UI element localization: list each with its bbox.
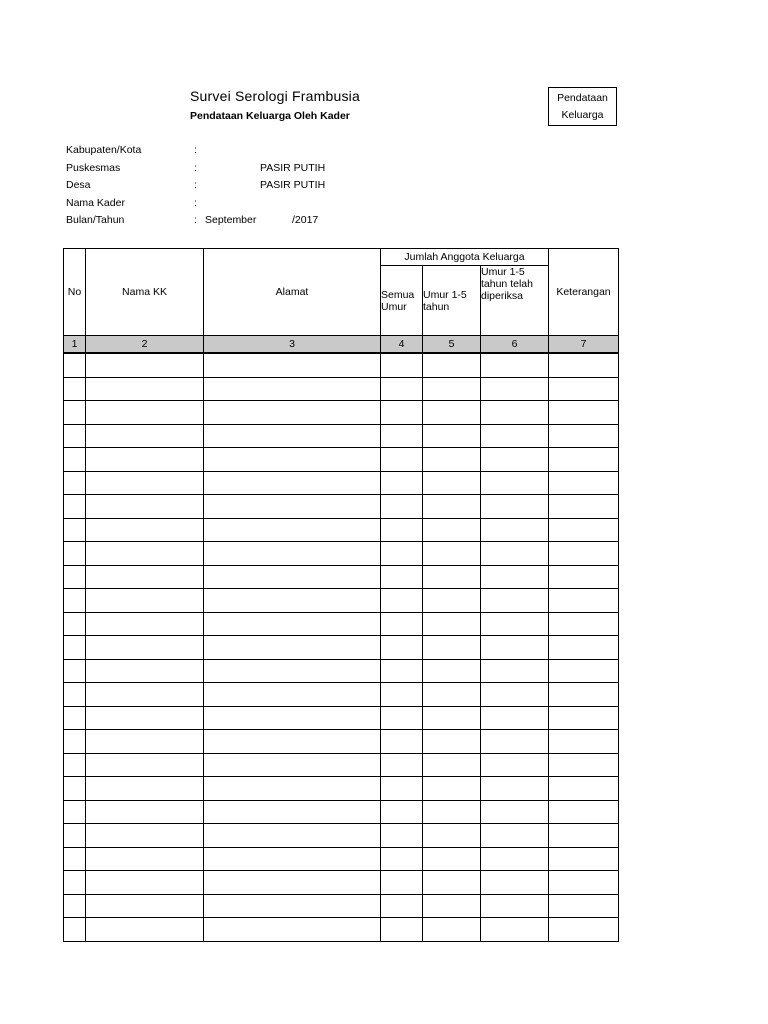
table-cell bbox=[481, 894, 549, 918]
table-cell bbox=[423, 871, 481, 895]
table-cell bbox=[64, 471, 86, 495]
table-cell bbox=[481, 589, 549, 613]
table-cell bbox=[423, 659, 481, 683]
table-cell bbox=[64, 730, 86, 754]
table-cell bbox=[423, 894, 481, 918]
table-cell bbox=[204, 471, 381, 495]
table-cell bbox=[64, 753, 86, 777]
table-cell bbox=[381, 353, 423, 377]
table-cell bbox=[64, 377, 86, 401]
table-cell bbox=[204, 730, 381, 754]
table-cell bbox=[86, 824, 204, 848]
table-row bbox=[64, 518, 619, 542]
table-cell bbox=[423, 683, 481, 707]
table-row bbox=[64, 471, 619, 495]
table-cell bbox=[549, 847, 619, 871]
table-cell bbox=[204, 401, 381, 425]
column-number: 2 bbox=[86, 336, 204, 354]
table-row bbox=[64, 565, 619, 589]
table-cell bbox=[549, 659, 619, 683]
column-number: 3 bbox=[204, 336, 381, 354]
table-cell bbox=[64, 824, 86, 848]
table-cell bbox=[86, 847, 204, 871]
table-cell bbox=[64, 448, 86, 472]
table-cell bbox=[64, 636, 86, 660]
table-cell bbox=[423, 589, 481, 613]
table-cell bbox=[549, 612, 619, 636]
table-cell bbox=[86, 777, 204, 801]
table-cell bbox=[204, 659, 381, 683]
table-cell bbox=[423, 636, 481, 660]
table-cell bbox=[481, 495, 549, 519]
column-number: 4 bbox=[381, 336, 423, 354]
field-value-month: September bbox=[205, 214, 257, 226]
table-cell bbox=[204, 612, 381, 636]
column-number: 6 bbox=[481, 336, 549, 354]
table-cell bbox=[481, 800, 549, 824]
field-value-year: /2017 bbox=[292, 214, 319, 226]
table-cell bbox=[481, 847, 549, 871]
table-cell bbox=[204, 495, 381, 519]
table-row bbox=[64, 636, 619, 660]
field-colon: : bbox=[194, 197, 197, 209]
table-cell bbox=[549, 730, 619, 754]
form-type-line2: Keluarga bbox=[561, 108, 604, 121]
table-cell bbox=[381, 636, 423, 660]
table-cell bbox=[481, 353, 549, 377]
table-cell bbox=[204, 448, 381, 472]
table-cell bbox=[86, 871, 204, 895]
table-cell bbox=[423, 518, 481, 542]
table-cell bbox=[204, 847, 381, 871]
column-number-row bbox=[64, 336, 619, 354]
table-row bbox=[64, 777, 619, 801]
table-cell bbox=[481, 824, 549, 848]
form-title: Survei Serologi Frambusia bbox=[190, 88, 360, 104]
table-cell bbox=[423, 612, 481, 636]
table-cell bbox=[381, 824, 423, 848]
table-cell bbox=[204, 424, 381, 448]
table-cell bbox=[549, 401, 619, 425]
table-cell bbox=[549, 871, 619, 895]
table-cell bbox=[481, 424, 549, 448]
field-colon: : bbox=[194, 214, 197, 226]
table-cell bbox=[86, 753, 204, 777]
field-value: PASIR PUTIH bbox=[260, 162, 326, 174]
table-cell bbox=[64, 706, 86, 730]
table-cell bbox=[549, 448, 619, 472]
table-cell bbox=[549, 589, 619, 613]
table-cell bbox=[204, 706, 381, 730]
table-cell bbox=[423, 730, 481, 754]
column-number: 1 bbox=[64, 336, 86, 354]
table-cell bbox=[549, 353, 619, 377]
table-cell bbox=[549, 706, 619, 730]
table-cell bbox=[204, 894, 381, 918]
table-row bbox=[64, 424, 619, 448]
table-cell bbox=[86, 377, 204, 401]
table-cell bbox=[549, 894, 619, 918]
column-number: 7 bbox=[549, 336, 619, 354]
col-header-nama-kk: Nama KK bbox=[86, 249, 204, 336]
table-cell bbox=[381, 612, 423, 636]
table-row bbox=[64, 871, 619, 895]
table-cell bbox=[86, 448, 204, 472]
table-cell bbox=[86, 730, 204, 754]
form-type-line1: Pendataan bbox=[557, 91, 608, 104]
table-cell bbox=[204, 565, 381, 589]
table-cell bbox=[381, 659, 423, 683]
table-cell bbox=[204, 683, 381, 707]
table-cell bbox=[481, 659, 549, 683]
table-cell bbox=[423, 706, 481, 730]
col-header-diperiksa: Umur 1-5 tahun telah diperiksa bbox=[481, 266, 549, 336]
table-cell bbox=[204, 518, 381, 542]
col-header-keterangan: Keterangan bbox=[549, 249, 619, 336]
table-cell bbox=[423, 918, 481, 942]
table-row bbox=[64, 824, 619, 848]
table-cell bbox=[86, 495, 204, 519]
table-cell bbox=[481, 683, 549, 707]
table-cell bbox=[64, 800, 86, 824]
table-cell bbox=[64, 401, 86, 425]
table-cell bbox=[86, 542, 204, 566]
field-colon: : bbox=[194, 162, 197, 174]
form-subtitle: Pendataan Keluarga Oleh Kader bbox=[190, 110, 350, 122]
table-row bbox=[64, 589, 619, 613]
col-header-alamat: Alamat bbox=[204, 249, 381, 336]
table-cell bbox=[549, 518, 619, 542]
col-header-no: No bbox=[64, 249, 86, 336]
table-cell bbox=[549, 918, 619, 942]
table-cell bbox=[64, 542, 86, 566]
table-cell bbox=[423, 542, 481, 566]
table-row bbox=[64, 894, 619, 918]
table-cell bbox=[423, 448, 481, 472]
table-cell bbox=[86, 424, 204, 448]
table-cell bbox=[64, 565, 86, 589]
table-cell bbox=[423, 353, 481, 377]
table-cell bbox=[64, 659, 86, 683]
table-cell bbox=[86, 471, 204, 495]
table-row bbox=[64, 847, 619, 871]
table-cell bbox=[423, 800, 481, 824]
table-cell bbox=[481, 542, 549, 566]
table-cell bbox=[481, 377, 549, 401]
table-cell bbox=[204, 542, 381, 566]
table-cell bbox=[381, 471, 423, 495]
table-cell bbox=[481, 471, 549, 495]
table-row bbox=[64, 401, 619, 425]
table-cell bbox=[381, 730, 423, 754]
table-cell bbox=[64, 589, 86, 613]
table-cell bbox=[381, 518, 423, 542]
table-row bbox=[64, 800, 619, 824]
table-row bbox=[64, 753, 619, 777]
table-cell bbox=[549, 824, 619, 848]
table-cell bbox=[481, 636, 549, 660]
table-cell bbox=[481, 918, 549, 942]
table-cell bbox=[204, 918, 381, 942]
table-cell bbox=[86, 401, 204, 425]
table-cell bbox=[549, 800, 619, 824]
table-cell bbox=[204, 377, 381, 401]
table-cell bbox=[64, 894, 86, 918]
table-cell bbox=[381, 894, 423, 918]
table-cell bbox=[423, 565, 481, 589]
table-cell bbox=[204, 353, 381, 377]
table-cell bbox=[86, 518, 204, 542]
col-header-umur-1-5: Umur 1-5 tahun bbox=[423, 266, 481, 336]
table-cell bbox=[549, 683, 619, 707]
table-row bbox=[64, 730, 619, 754]
col-header-semua-umur: Semua Umur bbox=[381, 266, 423, 336]
table-cell bbox=[86, 589, 204, 613]
table-cell bbox=[549, 753, 619, 777]
table-cell bbox=[86, 565, 204, 589]
table-cell bbox=[423, 471, 481, 495]
table-cell bbox=[481, 518, 549, 542]
table-row bbox=[64, 659, 619, 683]
table-cell bbox=[423, 824, 481, 848]
table-cell bbox=[204, 777, 381, 801]
table-cell bbox=[64, 353, 86, 377]
table-cell bbox=[423, 424, 481, 448]
table-cell bbox=[204, 824, 381, 848]
table-cell bbox=[481, 448, 549, 472]
table-body bbox=[64, 353, 619, 941]
table-row bbox=[64, 706, 619, 730]
table-cell bbox=[381, 589, 423, 613]
table-cell bbox=[481, 777, 549, 801]
table-row bbox=[64, 353, 619, 377]
field-label: Bulan/Tahun bbox=[66, 214, 125, 226]
table-cell bbox=[86, 706, 204, 730]
family-table bbox=[63, 248, 619, 942]
table-cell bbox=[64, 612, 86, 636]
table-row bbox=[64, 612, 619, 636]
table-row bbox=[64, 918, 619, 942]
field-label: Desa bbox=[66, 179, 91, 191]
field-colon: : bbox=[194, 144, 197, 156]
table-cell bbox=[64, 495, 86, 519]
table-cell bbox=[86, 659, 204, 683]
table-cell bbox=[549, 471, 619, 495]
table-cell bbox=[549, 424, 619, 448]
table-cell bbox=[481, 706, 549, 730]
col-group-header: Jumlah Anggota Keluarga bbox=[381, 249, 549, 266]
field-value: PASIR PUTIH bbox=[260, 179, 326, 191]
table-cell bbox=[549, 565, 619, 589]
table-cell bbox=[86, 918, 204, 942]
table-cell bbox=[86, 683, 204, 707]
table-cell bbox=[204, 871, 381, 895]
table-cell bbox=[481, 753, 549, 777]
field-label: Kabupaten/Kota bbox=[66, 144, 142, 156]
field-label: Puskesmas bbox=[66, 162, 121, 174]
table-cell bbox=[381, 918, 423, 942]
table-cell bbox=[381, 753, 423, 777]
table-cell bbox=[481, 565, 549, 589]
table-cell bbox=[381, 871, 423, 895]
table-cell bbox=[204, 753, 381, 777]
table-row bbox=[64, 683, 619, 707]
table-cell bbox=[64, 871, 86, 895]
table-cell bbox=[549, 542, 619, 566]
table-cell bbox=[481, 612, 549, 636]
table-row bbox=[64, 377, 619, 401]
table-cell bbox=[549, 777, 619, 801]
table-cell bbox=[381, 847, 423, 871]
table-cell bbox=[381, 424, 423, 448]
table-cell bbox=[423, 753, 481, 777]
table-cell bbox=[204, 800, 381, 824]
table-cell bbox=[381, 448, 423, 472]
table-cell bbox=[86, 353, 204, 377]
column-number: 5 bbox=[423, 336, 481, 354]
table-cell bbox=[549, 495, 619, 519]
table-cell bbox=[423, 401, 481, 425]
table-cell bbox=[381, 683, 423, 707]
table-cell bbox=[86, 894, 204, 918]
table-cell bbox=[481, 871, 549, 895]
table-cell bbox=[86, 636, 204, 660]
table-cell bbox=[86, 800, 204, 824]
table-cell bbox=[381, 565, 423, 589]
table-cell bbox=[381, 777, 423, 801]
table-cell bbox=[64, 683, 86, 707]
table-cell bbox=[549, 377, 619, 401]
table-cell bbox=[64, 918, 86, 942]
field-colon: : bbox=[194, 179, 197, 191]
field-label: Nama Kader bbox=[66, 197, 125, 209]
table-cell bbox=[549, 636, 619, 660]
table-cell bbox=[423, 495, 481, 519]
table-cell bbox=[481, 401, 549, 425]
table-cell bbox=[423, 777, 481, 801]
form-type-box bbox=[548, 87, 617, 126]
table-cell bbox=[64, 424, 86, 448]
table-cell bbox=[64, 777, 86, 801]
table-cell bbox=[481, 730, 549, 754]
table-cell bbox=[381, 495, 423, 519]
table-cell bbox=[64, 518, 86, 542]
table-cell bbox=[86, 612, 204, 636]
table-cell bbox=[423, 377, 481, 401]
table-row bbox=[64, 542, 619, 566]
table-cell bbox=[381, 401, 423, 425]
table-row bbox=[64, 495, 619, 519]
table-cell bbox=[204, 636, 381, 660]
table-cell bbox=[64, 847, 86, 871]
table-row bbox=[64, 448, 619, 472]
table-cell bbox=[204, 589, 381, 613]
table-cell bbox=[381, 706, 423, 730]
table-cell bbox=[381, 800, 423, 824]
table-cell bbox=[381, 542, 423, 566]
table-cell bbox=[423, 847, 481, 871]
table-cell bbox=[381, 377, 423, 401]
